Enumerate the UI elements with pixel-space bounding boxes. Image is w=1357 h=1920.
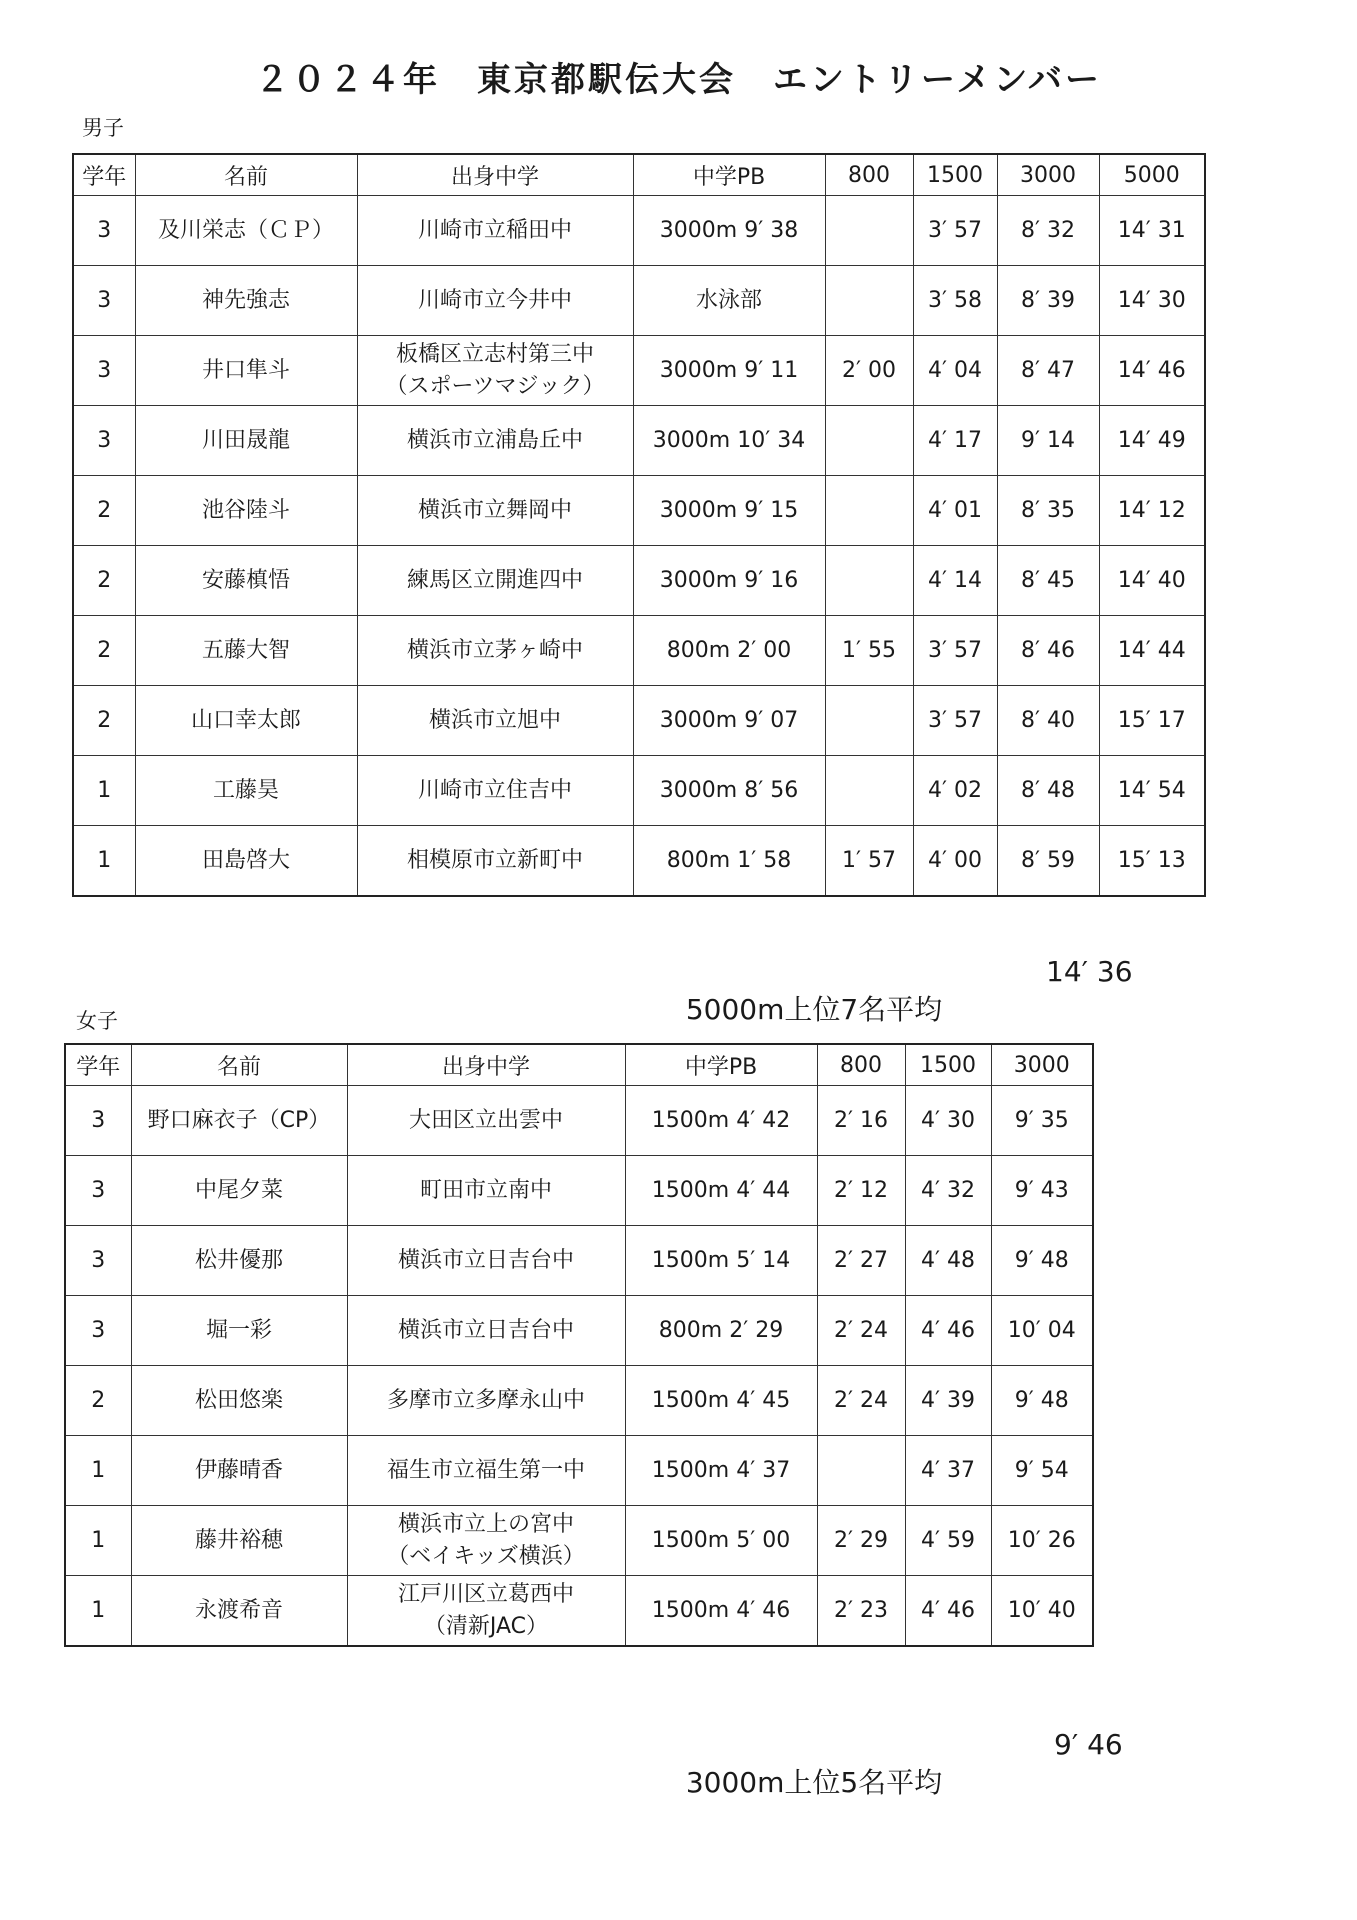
cell-name: 及川栄志（ＣＰ）: [135, 196, 357, 266]
cell-pb: 800m 2′ 29: [625, 1296, 817, 1366]
header-800: 800: [817, 1044, 905, 1086]
header-grade: 学年: [65, 1044, 131, 1086]
cell-pb: 1500m 4′ 42: [625, 1086, 817, 1156]
cell-t800: [825, 686, 913, 756]
cell-name: 藤井裕穂: [131, 1506, 347, 1576]
cell-t5000: 14′ 54: [1099, 756, 1205, 826]
cell-t1500: 4′ 04: [913, 336, 997, 406]
header-name: 名前: [135, 154, 357, 196]
header-5000: 5000: [1099, 154, 1205, 196]
cell-t800: 2′ 24: [817, 1366, 905, 1436]
cell-t800: 1′ 55: [825, 616, 913, 686]
cell-pb: 1500m 5′ 00: [625, 1506, 817, 1576]
cell-t800: 2′ 27: [817, 1226, 905, 1296]
cell-pb: 3000m 8′ 56: [633, 756, 825, 826]
cell-name: 安藤槙悟: [135, 546, 357, 616]
cell-t1500: 4′ 17: [913, 406, 997, 476]
men-table-row: [73, 616, 1205, 686]
cell-t800: [825, 546, 913, 616]
cell-school: 横浜市立上の宮中 （ベイキッズ横浜）: [347, 1506, 625, 1576]
cell-school: 町田市立南中: [347, 1156, 625, 1226]
cell-grade: 3: [65, 1226, 131, 1296]
men-table-row: [73, 266, 1205, 336]
cell-grade: 2: [73, 546, 135, 616]
cell-t800: 2′ 12: [817, 1156, 905, 1226]
cell-name: 工藤昊: [135, 756, 357, 826]
cell-school: 横浜市立日吉台中: [347, 1226, 625, 1296]
cell-pb: 1500m 4′ 44: [625, 1156, 817, 1226]
header-800: 800: [825, 154, 913, 196]
cell-t1500: 4′ 46: [905, 1296, 991, 1366]
men-table-row: [73, 686, 1205, 756]
header-pb: 中学PB: [633, 154, 825, 196]
cell-t3000: 8′ 32: [997, 196, 1099, 266]
cell-name: 池谷陸斗: [135, 476, 357, 546]
cell-name: 山口幸太郎: [135, 686, 357, 756]
header-1500: 1500: [913, 154, 997, 196]
header-3000: 3000: [997, 154, 1099, 196]
men-table-row: [73, 546, 1205, 616]
cell-name: 中尾夕菜: [131, 1156, 347, 1226]
cell-t5000: 14′ 31: [1099, 196, 1205, 266]
cell-t3000: 8′ 39: [997, 266, 1099, 336]
cell-pb: 1500m 4′ 45: [625, 1366, 817, 1436]
cell-t1500: 4′ 00: [913, 826, 997, 897]
cell-t5000: 14′ 44: [1099, 616, 1205, 686]
cell-t800: 1′ 57: [825, 826, 913, 897]
cell-t800: 2′ 23: [817, 1576, 905, 1647]
cell-t3000: 9′ 48: [991, 1226, 1093, 1296]
cell-t3000: 10′ 26: [991, 1506, 1093, 1576]
cell-t800: 2′ 24: [817, 1296, 905, 1366]
cell-t800: [825, 756, 913, 826]
header-school: 出身中学: [347, 1044, 625, 1086]
cell-name: 井口隼斗: [135, 336, 357, 406]
cell-grade: 3: [65, 1086, 131, 1156]
cell-school: 多摩市立多摩永山中: [347, 1366, 625, 1436]
cell-t3000: 8′ 45: [997, 546, 1099, 616]
cell-school: 大田区立出雲中: [347, 1086, 625, 1156]
cell-t1500: 3′ 57: [913, 616, 997, 686]
cell-t3000: 9′ 43: [991, 1156, 1093, 1226]
women-table-row: [65, 1436, 1093, 1506]
cell-t5000: 14′ 49: [1099, 406, 1205, 476]
cell-t5000: 14′ 30: [1099, 266, 1205, 336]
cell-t3000: 10′ 40: [991, 1576, 1093, 1647]
cell-pb: 水泳部: [633, 266, 825, 336]
women-table-row: [65, 1296, 1093, 1366]
header-grade: 学年: [73, 154, 135, 196]
men-summary-label: 5000m上位7名平均: [685, 993, 943, 1026]
cell-t3000: 9′ 35: [991, 1086, 1093, 1156]
cell-grade: 3: [73, 406, 135, 476]
cell-school: 川崎市立稲田中: [357, 196, 633, 266]
cell-t1500: 4′ 01: [913, 476, 997, 546]
women-summary: [668, 1728, 1123, 1834]
women-table-row: [65, 1086, 1093, 1156]
cell-t1500: 4′ 39: [905, 1366, 991, 1436]
women-table-row: [65, 1156, 1093, 1226]
header-pb: 中学PB: [625, 1044, 817, 1086]
cell-t3000: 9′ 48: [991, 1366, 1093, 1436]
cell-t5000: 14′ 12: [1099, 476, 1205, 546]
women-section-label: 女子: [76, 1009, 118, 1033]
men-table-row: [73, 336, 1205, 406]
cell-grade: 3: [65, 1296, 131, 1366]
cell-school: 江戸川区立葛西中 （清新JAC）: [347, 1576, 625, 1647]
women-entry-table: [64, 1043, 1094, 1647]
women-table-row: [65, 1226, 1093, 1296]
women-summary-label: 3000m上位5名平均: [685, 1766, 943, 1799]
cell-t5000: 15′ 13: [1099, 826, 1205, 897]
cell-t5000: 14′ 46: [1099, 336, 1205, 406]
cell-school: 川崎市立今井中: [357, 266, 633, 336]
cell-t1500: 4′ 37: [905, 1436, 991, 1506]
cell-grade: 1: [73, 826, 135, 897]
cell-pb: 800m 2′ 00: [633, 616, 825, 686]
header-school: 出身中学: [357, 154, 633, 196]
cell-t1500: 4′ 59: [905, 1506, 991, 1576]
cell-pb: 3000m 9′ 07: [633, 686, 825, 756]
cell-school: 川崎市立住吉中: [357, 756, 633, 826]
cell-school: 横浜市立浦島丘中: [357, 406, 633, 476]
cell-grade: 3: [73, 266, 135, 336]
cell-t3000: 8′ 35: [997, 476, 1099, 546]
men-summary-value: 14′ 36: [1046, 955, 1133, 988]
cell-t1500: 4′ 48: [905, 1226, 991, 1296]
cell-t800: [825, 266, 913, 336]
cell-name: 伊藤晴香: [131, 1436, 347, 1506]
cell-pb: 3000m 9′ 16: [633, 546, 825, 616]
cell-t3000: 8′ 47: [997, 336, 1099, 406]
cell-t3000: 8′ 48: [997, 756, 1099, 826]
cell-t800: [825, 476, 913, 546]
cell-t1500: 3′ 57: [913, 686, 997, 756]
cell-name: 野口麻衣子（CP）: [131, 1086, 347, 1156]
women-header-row: [65, 1044, 1093, 1086]
men-section-label: 男子: [82, 116, 124, 140]
cell-t3000: 9′ 54: [991, 1436, 1093, 1506]
men-table-row: [73, 196, 1205, 266]
cell-t3000: 8′ 46: [997, 616, 1099, 686]
cell-t3000: 8′ 40: [997, 686, 1099, 756]
cell-pb: 1500m 4′ 46: [625, 1576, 817, 1647]
cell-name: 松井優那: [131, 1226, 347, 1296]
cell-t1500: 4′ 14: [913, 546, 997, 616]
cell-t1500: 4′ 46: [905, 1576, 991, 1647]
cell-school: 横浜市立舞岡中: [357, 476, 633, 546]
cell-school: 福生市立福生第一中: [347, 1436, 625, 1506]
cell-t3000: 9′ 14: [997, 406, 1099, 476]
men-entry-table: [72, 153, 1206, 897]
cell-school: 横浜市立旭中: [357, 686, 633, 756]
cell-name: 神先強志: [135, 266, 357, 336]
men-table-row: [73, 476, 1205, 546]
cell-t3000: 8′ 59: [997, 826, 1099, 897]
cell-grade: 2: [73, 616, 135, 686]
cell-name: 堀一彩: [131, 1296, 347, 1366]
cell-t1500: 4′ 32: [905, 1156, 991, 1226]
cell-t800: 2′ 00: [825, 336, 913, 406]
cell-pb: 1500m 4′ 37: [625, 1436, 817, 1506]
cell-grade: 2: [65, 1366, 131, 1436]
cell-school: 横浜市立茅ヶ崎中: [357, 616, 633, 686]
cell-t5000: 15′ 17: [1099, 686, 1205, 756]
cell-school: 横浜市立日吉台中: [347, 1296, 625, 1366]
cell-pb: 3000m 10′ 34: [633, 406, 825, 476]
cell-grade: 1: [65, 1436, 131, 1506]
cell-grade: 1: [65, 1576, 131, 1647]
cell-t5000: 14′ 40: [1099, 546, 1205, 616]
cell-t800: [825, 406, 913, 476]
cell-t800: [817, 1436, 905, 1506]
cell-t1500: 3′ 57: [913, 196, 997, 266]
cell-grade: 2: [73, 686, 135, 756]
men-table-row: [73, 756, 1205, 826]
men-table-row: [73, 826, 1205, 897]
cell-grade: 1: [65, 1506, 131, 1576]
men-table-row: [73, 406, 1205, 476]
cell-grade: 2: [73, 476, 135, 546]
cell-pb: 3000m 9′ 38: [633, 196, 825, 266]
cell-name: 松田悠楽: [131, 1366, 347, 1436]
cell-t3000: 10′ 04: [991, 1296, 1093, 1366]
cell-name: 川田晟龍: [135, 406, 357, 476]
cell-t1500: 3′ 58: [913, 266, 997, 336]
cell-name: 永渡希音: [131, 1576, 347, 1647]
cell-grade: 3: [73, 196, 135, 266]
women-summary-value: 9′ 46: [1054, 1728, 1123, 1761]
page-title: ２０２４年 東京都駅伝大会 エントリーメンバー: [255, 60, 1102, 100]
cell-t1500: 4′ 30: [905, 1086, 991, 1156]
cell-t800: 2′ 16: [817, 1086, 905, 1156]
cell-t800: [825, 196, 913, 266]
cell-pb: 3000m 9′ 15: [633, 476, 825, 546]
cell-name: 田島啓大: [135, 826, 357, 897]
header-name: 名前: [131, 1044, 347, 1086]
cell-school: 板橋区立志村第三中 （スポーツマジック）: [357, 336, 633, 406]
cell-grade: 3: [65, 1156, 131, 1226]
cell-school: 相模原市立新町中: [357, 826, 633, 897]
cell-school: 練馬区立開進四中: [357, 546, 633, 616]
cell-pb: 1500m 5′ 14: [625, 1226, 817, 1296]
cell-grade: 3: [73, 336, 135, 406]
women-table-row: [65, 1366, 1093, 1436]
header-3000: 3000: [991, 1044, 1093, 1086]
header-1500: 1500: [905, 1044, 991, 1086]
men-header-row: [73, 154, 1205, 196]
cell-pb: 3000m 9′ 11: [633, 336, 825, 406]
cell-t800: 2′ 29: [817, 1506, 905, 1576]
cell-grade: 1: [73, 756, 135, 826]
cell-pb: 800m 1′ 58: [633, 826, 825, 897]
cell-name: 五藤大智: [135, 616, 357, 686]
women-table-row: [65, 1506, 1093, 1576]
cell-t1500: 4′ 02: [913, 756, 997, 826]
women-table-row: [65, 1576, 1093, 1647]
